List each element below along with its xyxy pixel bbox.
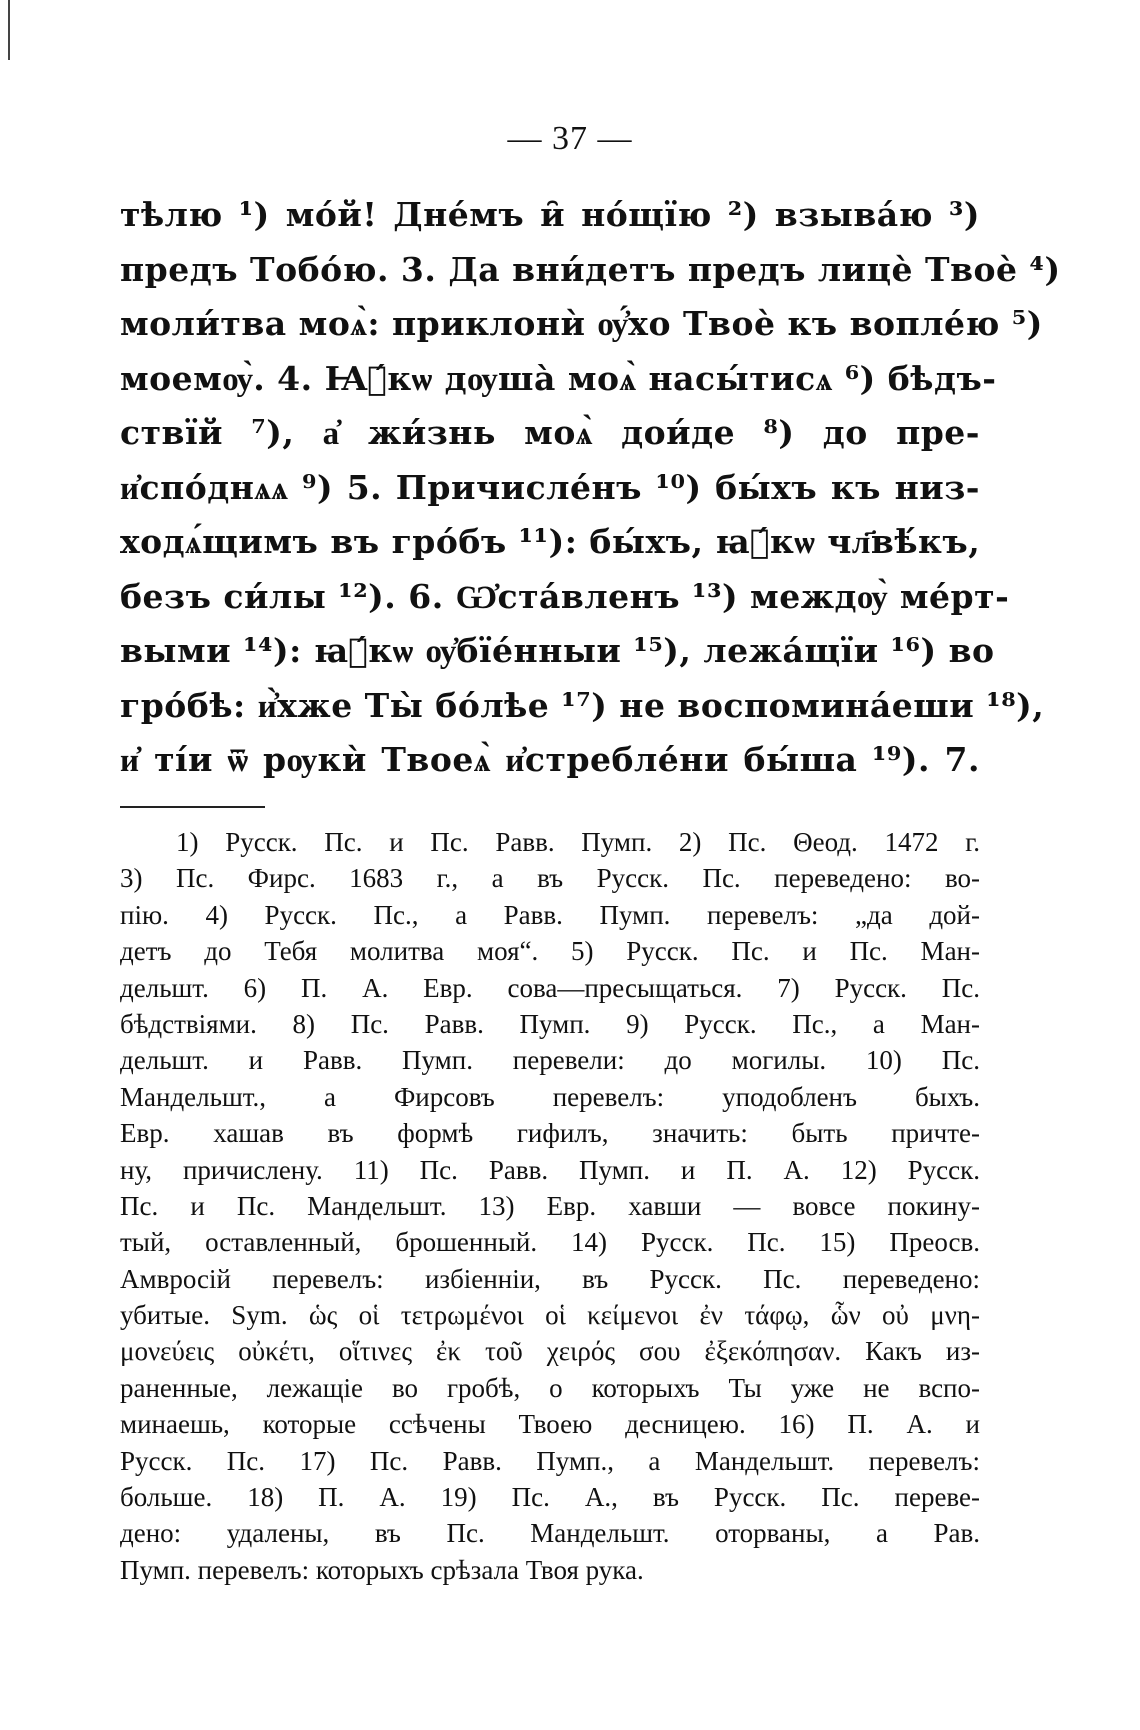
main-text-line: гро́бѣ: и҆̀хже Ты̀ бо́лѣе ¹⁷) не воспомина́еши ¹⁸), [120, 685, 1045, 725]
footnote-line: Пс. и Пс. Мандельшт. 13) Евр. хавши — вовсе покину- [120, 1190, 980, 1221]
footnote-line: пію. 4) Русск. Пс., а Равв. Пумп. перевелъ: „да дой- [120, 899, 980, 930]
main-text-line: ствїй ⁷), а҆ жи́знь моѧ̀ дои́де ⁸) до пре- [120, 413, 980, 452]
footnote-separator [120, 806, 265, 808]
page-edge-mark [8, 0, 10, 60]
footnote-line: дено: удалены, въ Пс. Мандельшт. оторваны, а Рав. [120, 1518, 980, 1549]
footnote-line: минаешь, которые ссѣчены Твоею десницею. 16) П. А. и [120, 1409, 980, 1440]
main-text-line: и҆спо́днѧѧ ⁹) 5. Причисле́нъ ¹⁰) бы́хъ къ низ- [120, 467, 980, 507]
footnote-line: Русск. Пс. 17) Пс. Равв. Пумп., а Мандельшт. перевелъ: [120, 1445, 980, 1476]
page-number: — 37 — [507, 120, 633, 157]
main-text [120, 188, 1061, 788]
footnote-line: Пумп. перевелъ: которыхъ срѣзала Твоя рука. [120, 1554, 644, 1585]
footnote-line: дельшт. и Равв. Пумп. перевели: до могилы. 10) Пс. [120, 1045, 980, 1076]
main-text-line: моемѹ̀. 4. Ꙗ҆́кѡ дѹша̀ моѧ̀ насы́тисѧ ⁶) бѣдъ- [120, 358, 997, 398]
footnote-line: Амвросій перевелъ: избіенніи, въ Русск. Пс. переведено: [120, 1263, 980, 1294]
main-text-line: тѣлю ¹) мо́й! Дне́мъ и̑ но́щїю ²) взыва́ю ³) [120, 195, 980, 234]
footnote-line: ну, причислену. 11) Пс. Равв. Пумп. и П. А. 12) Русск. [120, 1154, 980, 1185]
footnote-line: 1) Русск. Пс. и Пс. Равв. Пумп. 2) Пс. Θеод. 1472 г. [176, 827, 980, 857]
main-text-line: моли́тва моѧ̀: приклонѝ ѹ҆́хо Твоѐ къ вопле́ю ⁵) [120, 304, 1043, 343]
main-text-line: ходѧ́щимъ въ гро́бъ ¹¹): бы́хъ, ꙗ҆́кѡ чл҃вѣ́къ, [120, 522, 981, 561]
footnote-line: детъ до Тебя молитва моя“. 5) Русск. Пс. и Пс. Ман- [120, 936, 980, 967]
footnote-line: тый, оставленный, брошенный. 14) Русск. Пс. 15) Преосв. [120, 1227, 980, 1258]
footnote-line: убитые. Sym. ὡς οἱ τετρωμένοι οἱ κείμενοι ἐν τάφῳ, ὧν οὐ μνη- [120, 1300, 980, 1331]
footnote-line: дельшт. 6) П. А. Евр. сова—пресыщаться. 7) Русск. Пс. [120, 972, 980, 1003]
main-text-line: и҆ ті́и ѿ рѹкѝ Твоеѧ̀ и҆стребле́ни бы́ша ¹⁹). 7. [120, 740, 980, 779]
footnote-line: 3) Пс. Фирс. 1683 г., а въ Русск. Пс. переведено: во- [120, 863, 980, 894]
footnote-line: Мандельшт., а Фирсовъ перевелъ: уподобленъ быхъ. [120, 1081, 980, 1112]
footnote-line: раненные, лежащіе во гробѣ, о которыхъ Ты уже не вспо- [120, 1372, 980, 1403]
footnote-line: больше. 18) П. А. 19) Пс. А., въ Русск. Пс. переве- [120, 1482, 980, 1513]
main-text-line: выми ¹⁴): ꙗ҆́кѡ ѹ҆бїе́нныи ¹⁵), лежа́щїи ¹⁶) во [120, 631, 995, 670]
footnotes [120, 824, 980, 1588]
main-text-line: предъ Тобо́ю. 3. Да вни́детъ предъ лицѐ Твоѐ ⁴) [120, 249, 1061, 289]
footnote-line: бѣдствіями. 8) Пс. Равв. Пумп. 9) Русск. Пс., а Ман- [120, 1008, 980, 1039]
footnote-line: Евр. хашав въ формѣ гифилъ, значить: быть причте- [120, 1118, 980, 1149]
footnote-line: μονεύεις οὐκέτι, οἵτινες ἐκ τοῦ χειρός σου ἐξεκόπησαν. Какъ из- [120, 1336, 980, 1367]
main-text-line: безъ си́лы ¹²). 6. Ѡ҆ста́вленъ ¹³) междѹ̀ ме́рт- [120, 576, 1010, 616]
